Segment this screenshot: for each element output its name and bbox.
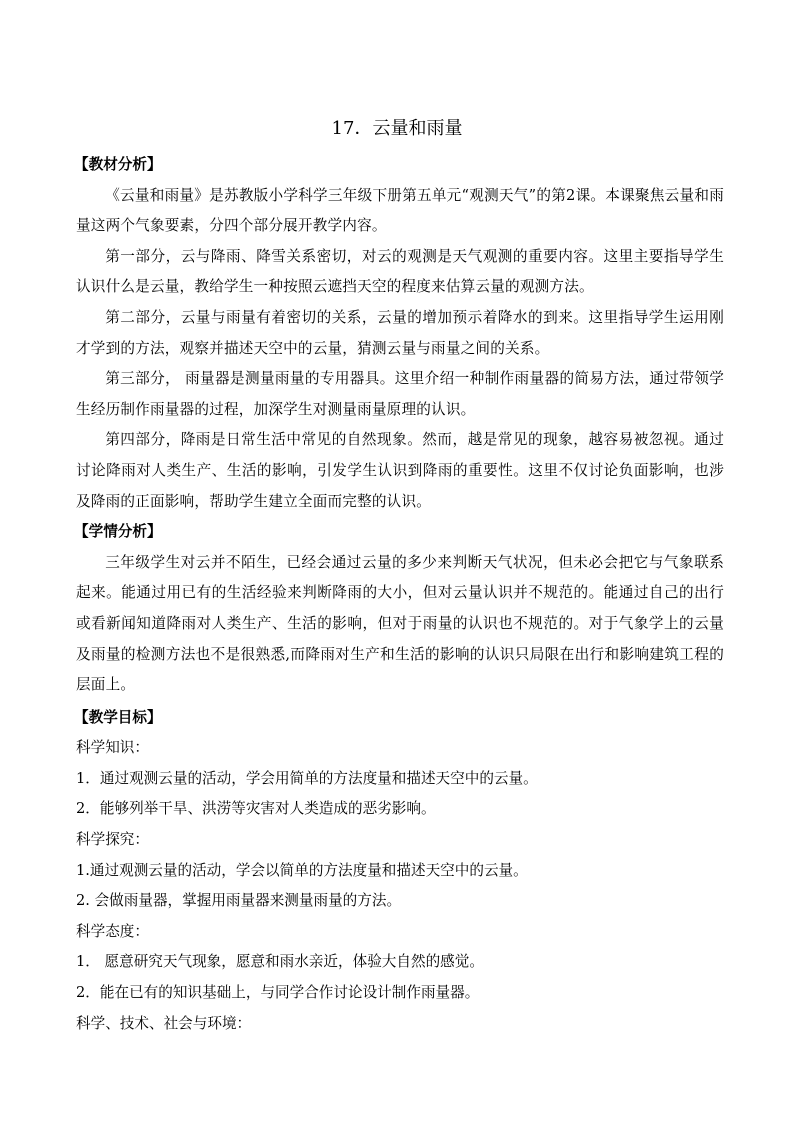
goal-category-label: 科学态度： — [76, 922, 149, 940]
goal-item: 2．能在已有的知识基础上，与同学合作讨论设计制作雨量器。 — [76, 984, 480, 1002]
paragraph: 《云量和雨量》是苏教版小学科学三年级下册第五单元“观测天气”的第2课。本课聚焦云量和雨量这两个气象要素，分四个部分展开教学内容。 — [76, 186, 724, 235]
goal-item: 1． 愿意研究天气现象，愿意和雨水亲近，体验大自然的感觉。 — [76, 953, 484, 971]
page-title: 17．云量和雨量 — [331, 118, 463, 139]
paragraph: 第四部分，降雨是日常生活中常见的自然现象。然而，越是常见的现象，越容易被忽视。通过讨论降雨对人类生产、生活的影响，引发学生认识到降雨的重要性。这里不仅讨论负面影响，也涉及降雨的正面影响，帮助学生建立全面而完整的认识。 — [76, 431, 724, 510]
paragraph: 第一部分，云与降雨、降雪关系密切，对云的观测是天气观测的重要内容。这里主要指导学生认识什么是云量，教给学生一种按照云遮挡天空的程度来估算云量的观测方法。 — [76, 247, 724, 296]
goal-category-label: 科学探究： — [76, 831, 149, 849]
goal-category-label: 科学知识： — [76, 739, 149, 757]
document-body — [76, 150, 724, 1039]
goal-item: 1.通过观测云量的活动，学会以简单的方法度量和描述天空中的云量。 — [76, 861, 528, 879]
paragraph: 第三部分， 雨量器是测量雨量的专用器具。这里介绍一种制作雨量器的简易方法，通过带领学生经历制作雨量器的过程，加深学生对测量雨量原理的认识。 — [76, 370, 724, 418]
goal-item: 2．能够列举干旱、洪涝等灾害对人类造成的恶劣影响。 — [76, 800, 436, 818]
goal-item: 1．通过观测云量的活动，学会用简单的方法度量和描述天空中的云量。 — [76, 769, 538, 787]
section-heading-material: 【教材分析】 — [74, 156, 162, 173]
paragraph: 三年级学生对云并不陌生，已经会通过云量的多少来判断天气状况，但未必会把它与气象联系起来。能通过用已有的生活经验来判断降雨的大小，但对云量认识并不规范的。能通过自己的出行或看新闻知道降雨对人类生产、生活的影响，但对于雨量的认识也不规范的。对于气象学上的云量及雨量的检测方法也不是很熟悉,而降雨对生产和生活的影响的认识只局限在出行和影响建筑工程的层面上。 — [76, 553, 724, 694]
section-heading-students: 【学情分析】 — [74, 523, 162, 541]
goal-category-label: 科学、技术、社会与环境： — [76, 1014, 252, 1032]
goal-item: 2. 会做雨量器，掌握用雨量器来测量雨量的方法。 — [76, 892, 402, 910]
paragraph: 第二部分，云量与雨量有着密切的关系，云量的增加预示着降水的到来。这里指导学生运用刚才学到的方法，观察并描述天空中的云量，猜测云量与雨量之间的关系。 — [76, 308, 724, 357]
section-heading-goals: 【教学目标】 — [74, 708, 162, 726]
